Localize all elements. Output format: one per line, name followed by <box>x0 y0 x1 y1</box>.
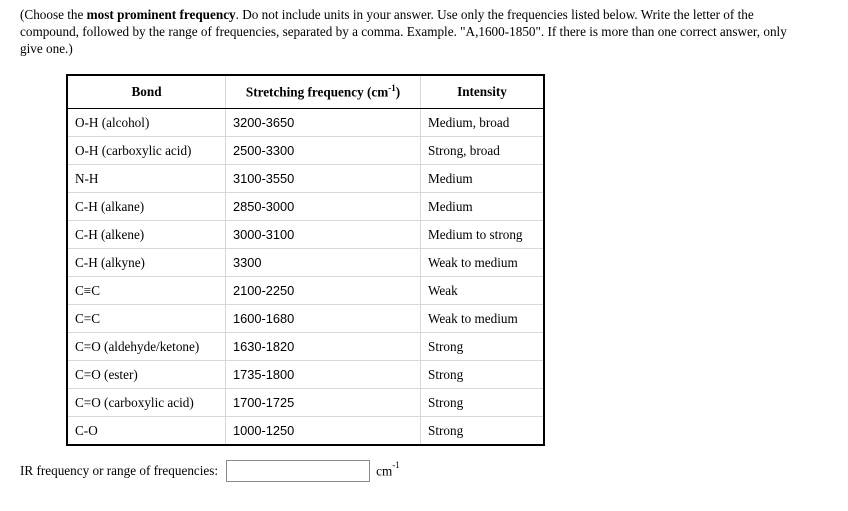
bond-cell: C-H (alkyne) <box>67 249 226 277</box>
intensity-cell: Strong <box>421 389 545 417</box>
frequency-cell: 1000-1250 <box>226 417 421 446</box>
bond-cell: O-H (alcohol) <box>67 109 226 137</box>
table-row <box>67 221 544 249</box>
bond-cell: C-H (alkane) <box>67 193 226 221</box>
intensity-cell: Weak to medium <box>421 249 545 277</box>
table-row <box>67 333 544 361</box>
table-row <box>67 277 544 305</box>
table-row <box>67 305 544 333</box>
bond-cell: C=O (carboxylic acid) <box>67 389 226 417</box>
intensity-cell: Medium <box>421 165 545 193</box>
intensity-cell: Medium, broad <box>421 109 545 137</box>
bond-cell: C=C <box>67 305 226 333</box>
intensity-cell: Strong <box>421 333 545 361</box>
unit-label: $cm^{-1}$ <box>376 460 400 479</box>
intensity-cell: Medium <box>421 193 545 221</box>
bond-cell: C≡C <box>67 277 226 305</box>
frequency-cell: 3200-3650 <box>226 109 421 137</box>
frequency-cell: 3300 <box>226 249 421 277</box>
answer-label: IR frequency or range of frequencies: <box>20 463 219 478</box>
emphasis-text: most prominent frequency <box>86 7 236 22</box>
table-row <box>67 137 544 165</box>
frequency-cell: 3000-3100 <box>226 221 421 249</box>
table-header-row <box>67 75 544 109</box>
table-row <box>67 249 544 277</box>
bond-cell: C-H (alkene) <box>67 221 226 249</box>
header-frequency: Stretching frequency $(cm^{-1})$ <box>226 75 421 109</box>
bond-cell: C=O (ester) <box>67 361 226 389</box>
frequency-cell: 2500-3300 <box>226 137 421 165</box>
table-row <box>67 165 544 193</box>
table-row <box>67 361 544 389</box>
answer-row <box>20 460 400 482</box>
table-row <box>67 193 544 221</box>
intensity-cell: Weak to medium <box>421 305 545 333</box>
bond-cell: C-O <box>67 417 226 446</box>
frequency-cell: 1700-1725 <box>226 389 421 417</box>
frequency-cell: 2850-3000 <box>226 193 421 221</box>
intensity-cell: Strong, broad <box>421 137 545 165</box>
intensity-cell: Strong <box>421 361 545 389</box>
intensity-cell: Weak <box>421 277 545 305</box>
instructions-text: (Choose the most prominent frequency. Do not include units in your answer. Use only the frequencies listed below. Write the letter of the compound, followed by the range of frequencies, separated by a comma. Example. "A,1600-1850". If there is more than one correct answer, only give one.) <box>20 7 787 56</box>
bond-cell: O-H (carboxylic acid) <box>67 137 226 165</box>
frequency-cell: 2100-2250 <box>226 277 421 305</box>
frequency-answer-input[interactable] <box>226 460 370 482</box>
frequency-cell: 1735-1800 <box>226 361 421 389</box>
frequency-cell: 3100-3550 <box>226 165 421 193</box>
intensity-cell: Strong <box>428 422 464 438</box>
table-row <box>67 417 544 446</box>
frequency-cell: 1630-1820 <box>226 333 421 361</box>
intensity-cell: Medium to strong <box>421 221 545 249</box>
header-bond: Bond <box>67 75 226 109</box>
bond-cell: C=O (aldehyde/ketone) <box>67 333 226 361</box>
bond-cell: N-H <box>67 165 226 193</box>
ir-frequency-table <box>66 74 545 446</box>
table-row <box>67 389 544 417</box>
frequency-cell: 1600-1680 <box>226 305 421 333</box>
header-intensity: Intensity <box>421 75 545 109</box>
table-row <box>67 109 544 137</box>
